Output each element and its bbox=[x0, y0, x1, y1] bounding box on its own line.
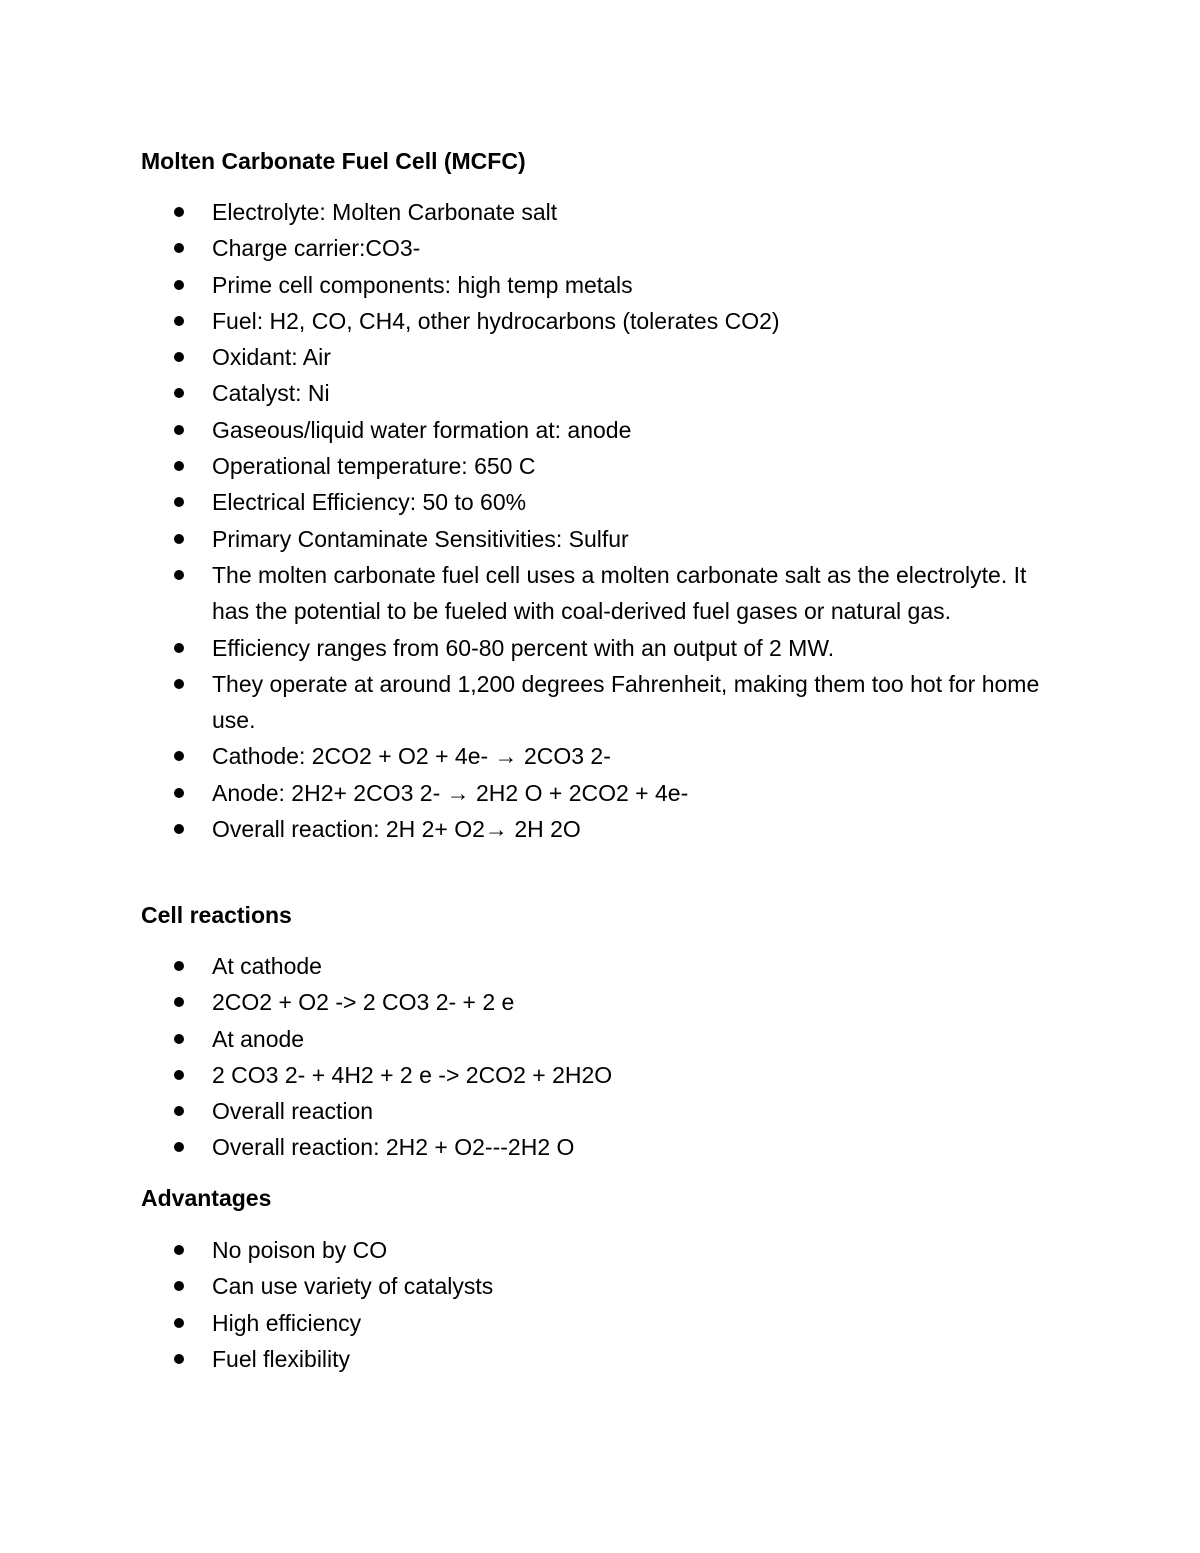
bullet-icon bbox=[174, 1034, 184, 1044]
list-item: Prime cell components: high temp metals bbox=[0, 267, 1200, 303]
bullet-icon bbox=[174, 961, 184, 971]
list-item: At cathode bbox=[0, 948, 1200, 984]
list-item: High efficiency bbox=[0, 1305, 1200, 1341]
list-item: Fuel flexibility bbox=[0, 1341, 1200, 1377]
section-title-advantages: Advantages bbox=[141, 1185, 272, 1211]
advantages-list bbox=[0, 1232, 1200, 1377]
list-item: Overall reaction: 2H 2+ O2→ 2H 2O bbox=[0, 811, 1200, 847]
list-item: No poison by CO bbox=[0, 1232, 1200, 1268]
list-item: Primary Contaminate Sensitivities: Sulfur bbox=[0, 521, 1200, 557]
bullet-icon bbox=[174, 1106, 184, 1116]
list-item: Charge carrier:CO3- bbox=[0, 230, 1200, 266]
section-title-cell-reactions: Cell reactions bbox=[141, 902, 292, 928]
list-item: 2 CO3 2- + 4H2 + 2 e -> 2CO2 + 2H2O bbox=[0, 1057, 1200, 1093]
bullet-icon bbox=[174, 207, 184, 217]
list-item: Electrical Efficiency: 50 to 60% bbox=[0, 484, 1200, 520]
list-item: Efficiency ranges from 60-80 percent with an output of 2 MW. bbox=[0, 630, 1200, 666]
bullet-icon bbox=[174, 1318, 184, 1328]
list-item: Catalyst: Ni bbox=[0, 375, 1200, 411]
bullet-icon bbox=[174, 1142, 184, 1152]
list-item: Overall reaction bbox=[0, 1093, 1200, 1129]
list-item: Electrolyte: Molten Carbonate salt bbox=[0, 194, 1200, 230]
bullet-icon bbox=[174, 280, 184, 290]
list-item: Anode: 2H2+ 2CO3 2- → 2H2 O + 2CO2 + 4e- bbox=[0, 775, 1200, 811]
bullet-icon bbox=[174, 1245, 184, 1255]
bullet-icon bbox=[174, 788, 184, 798]
cell-reactions-list bbox=[0, 948, 1200, 1166]
list-item: Can use variety of catalysts bbox=[0, 1268, 1200, 1304]
bullet-icon bbox=[174, 425, 184, 435]
bullet-icon bbox=[174, 1281, 184, 1291]
bullet-icon bbox=[174, 824, 184, 834]
bullet-icon bbox=[174, 570, 184, 580]
bullet-icon bbox=[174, 388, 184, 398]
bullet-icon bbox=[174, 679, 184, 689]
list-item: Operational temperature: 650 C bbox=[0, 448, 1200, 484]
list-item: Oxidant: Air bbox=[0, 339, 1200, 375]
bullet-icon bbox=[174, 243, 184, 253]
bullet-icon bbox=[174, 461, 184, 471]
mcfc-properties-list bbox=[0, 194, 1200, 847]
list-item: Fuel: H2, CO, CH4, other hydrocarbons (tolerates CO2) bbox=[0, 303, 1200, 339]
list-item: At anode bbox=[0, 1021, 1200, 1057]
bullet-icon bbox=[174, 316, 184, 326]
list-item: Gaseous/liquid water formation at: anode bbox=[0, 412, 1200, 448]
bullet-icon bbox=[174, 1354, 184, 1364]
list-item: They operate at around 1,200 degrees Fahrenheit, making them too hot for home use. bbox=[0, 666, 1200, 739]
list-item: Overall reaction: 2H2 + O2---2H2 O bbox=[0, 1129, 1200, 1165]
bullet-icon bbox=[174, 751, 184, 761]
section-title-mcfc: Molten Carbonate Fuel Cell (MCFC) bbox=[141, 148, 526, 174]
bullet-icon bbox=[174, 643, 184, 653]
bullet-icon bbox=[174, 997, 184, 1007]
bullet-icon bbox=[174, 1070, 184, 1080]
bullet-icon bbox=[174, 497, 184, 507]
bullet-icon bbox=[174, 534, 184, 544]
list-item: 2CO2 + O2 -> 2 CO3 2- + 2 e bbox=[0, 984, 1200, 1020]
list-item: Cathode: 2CO2 + O2 + 4e- → 2CO3 2- bbox=[0, 738, 1200, 774]
bullet-icon bbox=[174, 352, 184, 362]
list-item: The molten carbonate fuel cell uses a molten carbonate salt as the electrolyte. It has the potential to be fueled with coal-derived fuel gases or natural gas. bbox=[0, 557, 1200, 630]
